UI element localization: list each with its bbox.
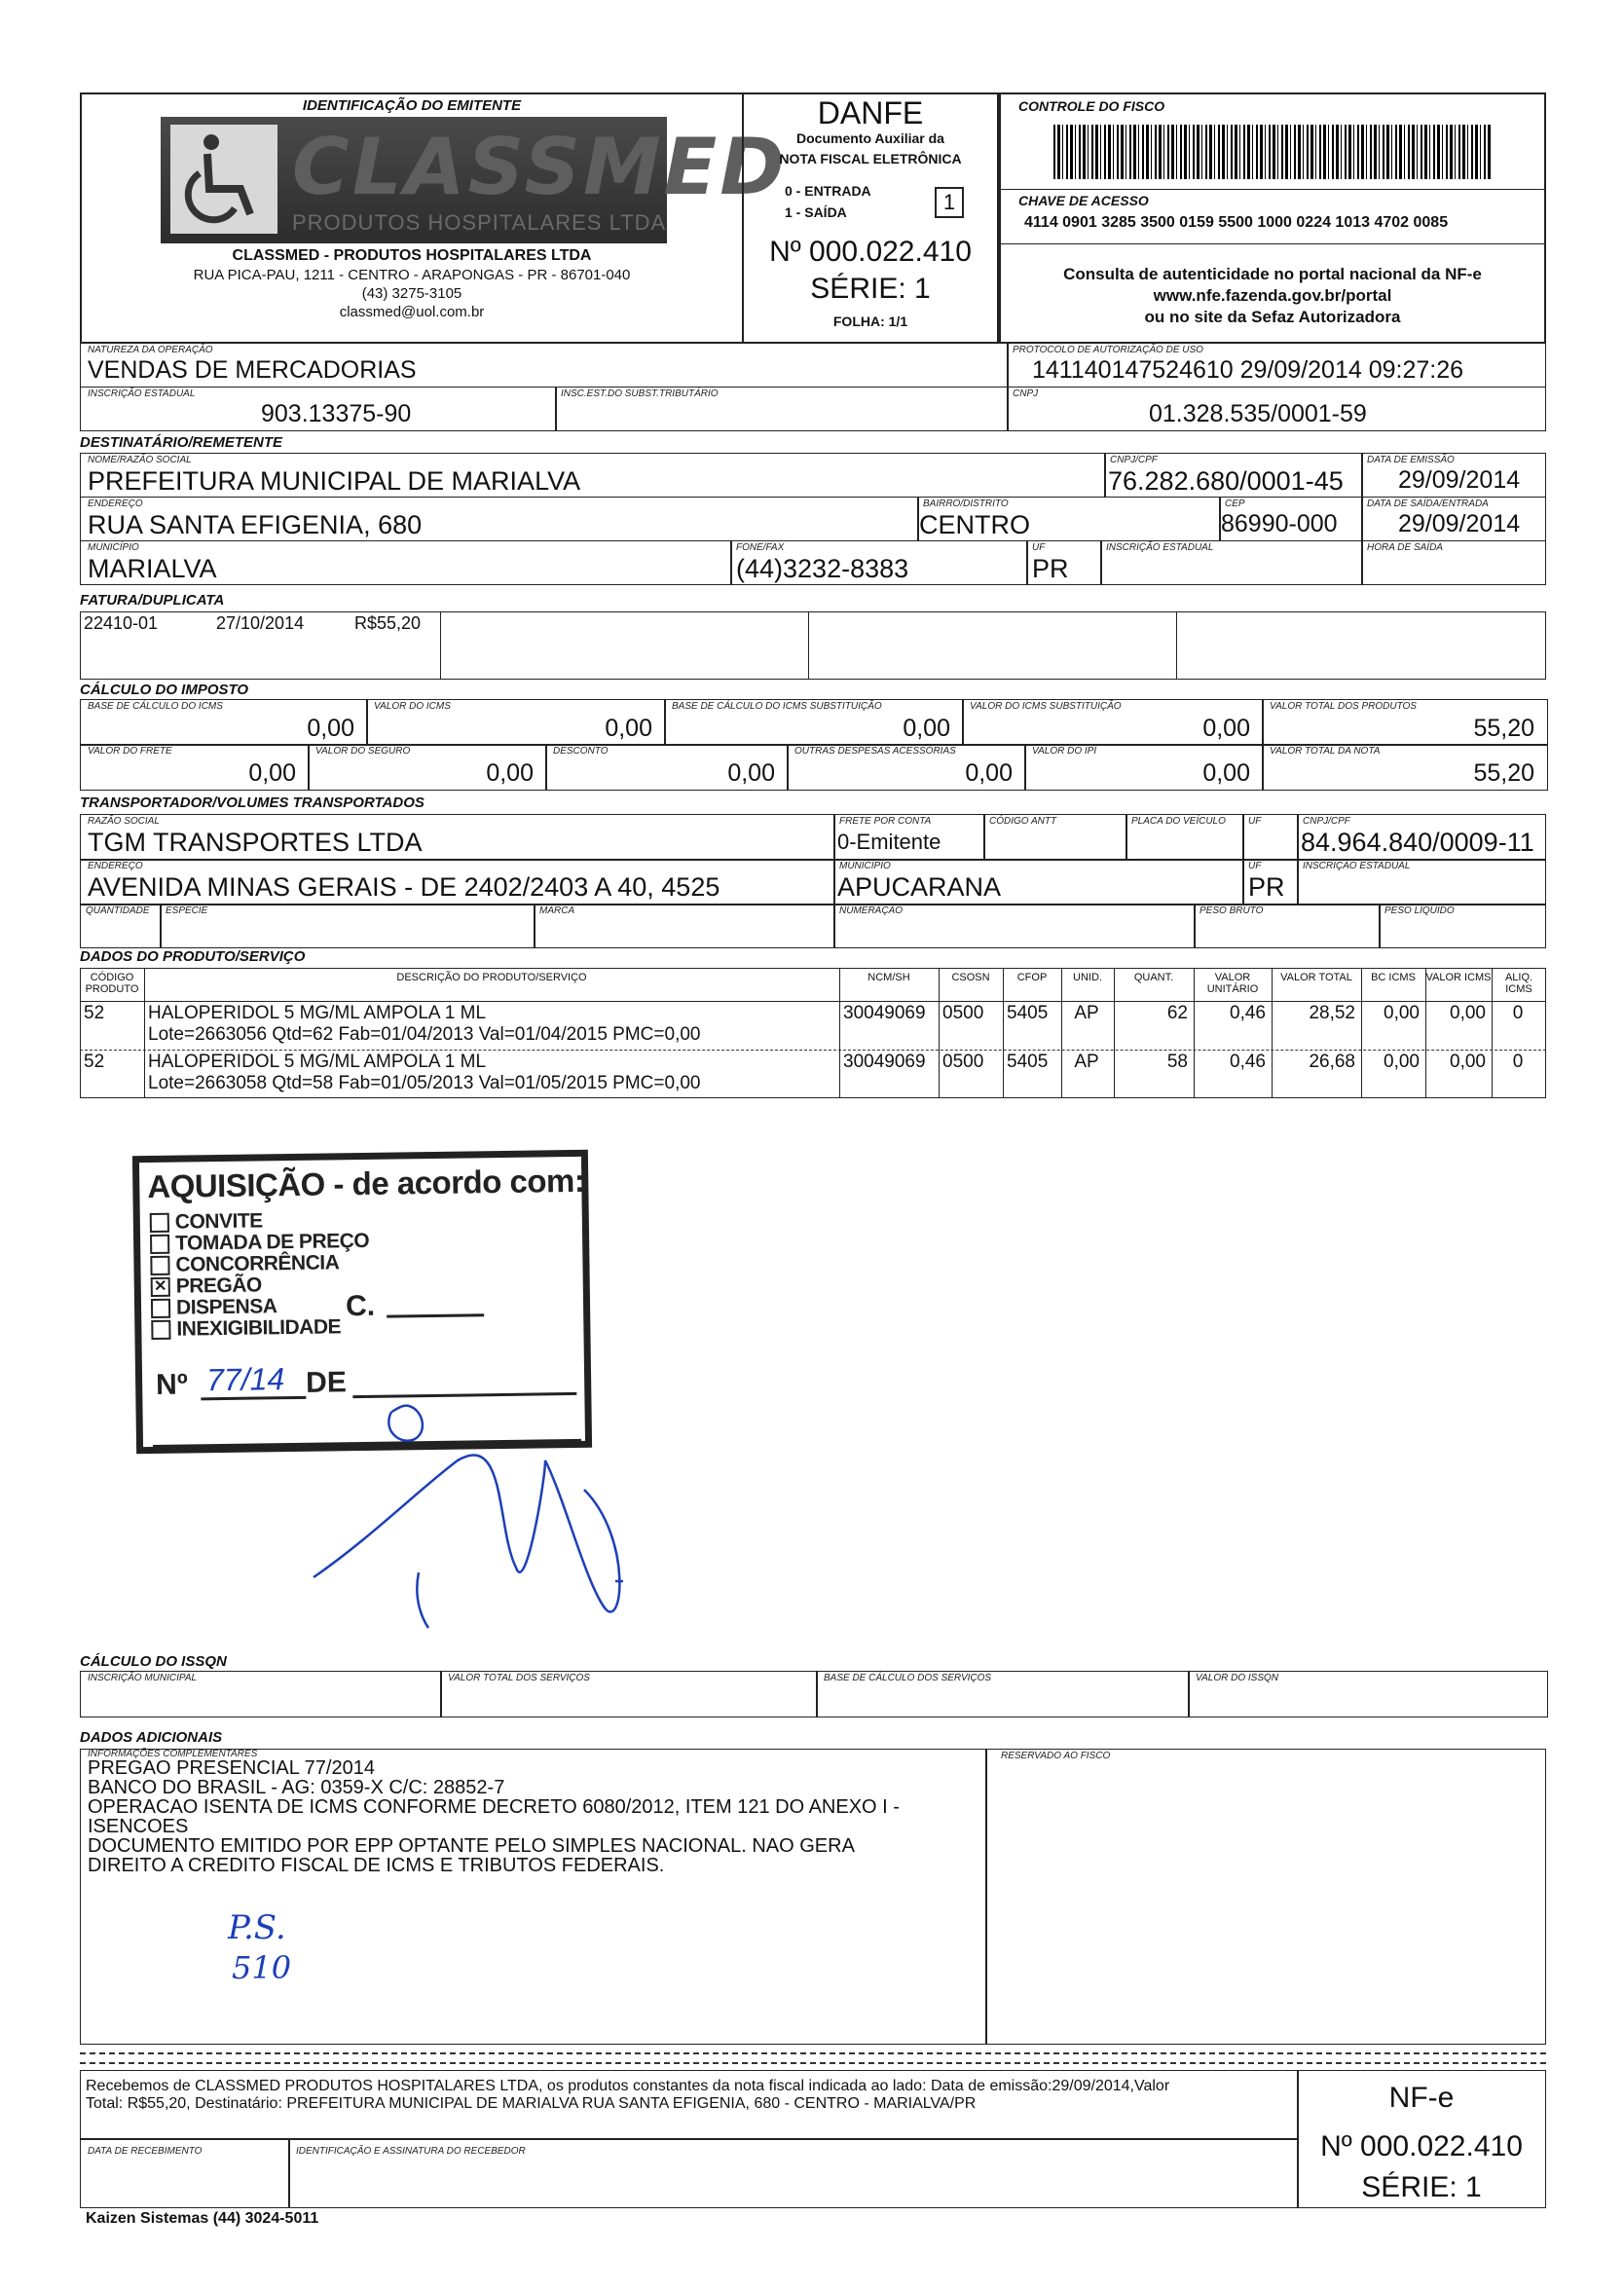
- imposto-value: 0,00: [307, 715, 354, 742]
- imposto-value: 0,00: [1202, 715, 1250, 742]
- info-lines: [88, 1758, 900, 1875]
- cut-line-2: [80, 2062, 1546, 2064]
- protocolo-label: PROTOCOLO DE AUTORIZAÇÃO DE USO: [1013, 345, 1203, 355]
- consulta-line-1: Consulta de autenticidade no portal nacional da NF-e: [1063, 265, 1482, 283]
- produtos-header: VALOR TOTAL: [1280, 972, 1352, 983]
- transp-uf2-label: UF: [1248, 861, 1262, 871]
- produtos-header: CÓDIGO PRODUTO: [85, 972, 139, 995]
- danfe-subtitle-1: Documento Auxiliar da: [796, 130, 944, 146]
- fatura-vencimento: 27/10/2014: [216, 613, 305, 633]
- danfe-serie: SÉRIE: 1: [810, 273, 931, 305]
- logo-subtext: PRODUTOS HOSPITALARES LTDA: [292, 210, 667, 235]
- produto-lote: Lote=2663058 Qtd=58 Fab=01/05/2013 Val=01/05/2015 PMC=0,00: [148, 1073, 701, 1093]
- produto-cfop: 5405: [1007, 1003, 1049, 1023]
- produto-quant: 62: [1166, 1003, 1188, 1023]
- transp-especie-label: ESPÉCIE: [166, 905, 208, 916]
- barcode: [1053, 125, 1492, 179]
- stamp-option-label: CONCORRÊNCIA: [175, 1251, 340, 1276]
- transp-frete-value: 0-Emitente: [837, 830, 941, 854]
- info-line: ISENCOES: [88, 1816, 189, 1837]
- dest-emissao-label: DATA DE EMISSÃO: [1367, 455, 1455, 465]
- produto-descricao: HALOPERIDOL 5 MG/ML AMPOLA 1 ML: [148, 1052, 487, 1072]
- produto-aliq: 0: [1512, 1052, 1524, 1072]
- danfe-tipo: 1: [935, 187, 964, 218]
- ie-label: INSCRIÇÃO ESTADUAL: [88, 388, 196, 399]
- imposto-label: BASE DE CÁLCULO DO ICMS: [88, 701, 223, 712]
- dest-saida-value: 29/09/2014: [1398, 510, 1521, 537]
- chave-divider: [999, 189, 1546, 190]
- info-line: OPERACAO ISENTA DE ICMS CONFORME DECRETO 6080/2012, ITEM 121 DO ANEXO I -: [88, 1796, 900, 1818]
- produtos-header: CFOP: [1016, 972, 1048, 983]
- produtos-header-line: [80, 1001, 1546, 1002]
- produtos-header: VALOR ICMS: [1425, 972, 1492, 983]
- imposto-label: VALOR DO ICMS: [374, 701, 451, 712]
- produto-vtotal: 26,68: [1309, 1052, 1355, 1072]
- aquisicao-stamp: [132, 1150, 592, 1455]
- stamp-c-line: [387, 1313, 484, 1317]
- imposto-label: VALOR DO SEGURO: [315, 746, 411, 757]
- handwritten-ps: P.S.: [228, 1908, 286, 1947]
- produtos-col-line: [1061, 968, 1062, 1098]
- imposto-value: 0,00: [965, 759, 1013, 787]
- logo-text: CLASSMED: [292, 122, 788, 212]
- checkbox-icon[interactable]: [150, 1256, 169, 1275]
- produto-vicms: 0,00: [1450, 1052, 1486, 1072]
- dest-bairro-label: BAIRRO/DISTRITO: [923, 499, 1009, 509]
- stamp-numero-prefix: Nº: [155, 1368, 189, 1401]
- checkbox-icon[interactable]: [151, 1320, 170, 1340]
- dest-hora-label: HORA DE SAÍDA: [1367, 542, 1443, 553]
- dest-endereco-value: RUA SANTA EFIGENIA, 680: [88, 510, 423, 539]
- produto-quant: 58: [1166, 1052, 1188, 1072]
- dest-uf-value: PR: [1032, 554, 1069, 583]
- cut-line-1: [80, 2052, 1546, 2054]
- issqn-label: BASE DE CÁLCULO DOS SERVIÇOS: [824, 1673, 992, 1683]
- fatura-div-1: [440, 611, 441, 680]
- stamp-de-label: DE: [305, 1366, 348, 1399]
- produtos-col-line: [1114, 968, 1115, 1098]
- consulta-divider: [999, 243, 1546, 244]
- stamp-option-label: PREGÃO: [175, 1274, 262, 1298]
- produtos-col-line: [1425, 968, 1426, 1098]
- imposto-value: 55,20: [1473, 759, 1534, 787]
- transp-marca-cell: [534, 904, 835, 948]
- produtos-col-line: [1361, 968, 1362, 1098]
- wheelchair-icon: [170, 125, 277, 234]
- produtos-header: UNID.: [1073, 972, 1102, 983]
- imposto-label: VALOR TOTAL DOS PRODUTOS: [1270, 701, 1417, 712]
- dest-fone-label: FONE/FAX: [736, 542, 785, 553]
- cnpj-value: 01.328.535/0001-59: [1149, 400, 1367, 427]
- info-line: PREGAO PRESENCIAL 77/2014: [88, 1757, 375, 1779]
- produtos-header: ALIQ. ICMS: [1504, 972, 1533, 995]
- stamp-option: [151, 1315, 341, 1342]
- consulta-line-2: www.nfe.fazenda.gov.br/portal: [1153, 286, 1392, 305]
- imposto-value: 55,20: [1473, 715, 1534, 742]
- reservado-fisco-label: RESERVADO AO FISCO: [1001, 1751, 1111, 1761]
- dest-cep-label: CEP: [1225, 499, 1245, 509]
- emitente-label: IDENTIFICAÇÃO DO EMITENTE: [302, 97, 522, 114]
- imposto-value: 0,00: [1202, 759, 1250, 787]
- imposto-value: 0,00: [605, 715, 652, 742]
- dest-municipio-value: MARIALVA: [88, 554, 217, 583]
- transp-liquido-label: PESO LÍQUIDO: [1384, 905, 1455, 916]
- canhoto-text-1: Recebemos de CLASSMED PRODUTOS HOSPITALARES LTDA, os produtos constantes da nota fiscal indicada ao lado: Data de emissão:29/09/2014,Valor: [86, 2078, 1170, 2094]
- produtos-row-divider: [80, 1050, 1546, 1051]
- produto-unid: AP: [1074, 1052, 1099, 1072]
- transp-placa-label: PLACA DO VEÍCULO: [1131, 816, 1226, 827]
- produtos-col-line: [939, 968, 940, 1098]
- dest-municipio-label: MUNICÍPIO: [88, 542, 139, 553]
- natureza-value: VENDAS DE MERCADORIAS: [88, 356, 417, 384]
- transp-endereco-label: ENDEREÇO: [88, 861, 143, 871]
- iest-label: INSC.EST.DO SUBST.TRIBUTÁRIO: [561, 388, 719, 399]
- adicionais-section: DADOS ADICIONAIS: [80, 1729, 223, 1746]
- destinatario-section: DESTINATÁRIO/REMETENTE: [80, 434, 283, 451]
- produtos-header: BC ICMS: [1371, 972, 1416, 983]
- transp-especie-cell: [160, 904, 535, 948]
- fatura-div-2: [808, 611, 809, 680]
- transp-bruto-label: PESO BRUTO: [1200, 905, 1264, 916]
- produto-vicms: 0,00: [1450, 1003, 1486, 1023]
- canhoto-data-label: DATA DE RECEBIMENTO: [88, 2146, 203, 2157]
- produto-ncm: 30049069: [843, 1003, 926, 1023]
- produtos-col-line: [839, 968, 840, 1098]
- stamp-numero-hand: 77/14: [205, 1361, 285, 1398]
- stamp-option-label: CONVITE: [174, 1209, 263, 1234]
- dest-cnpj-value: 76.282.680/0001-45: [1108, 466, 1344, 496]
- produtos-section: DADOS DO PRODUTO/SERVIÇO: [80, 948, 306, 965]
- transp-frete-label: FRETE POR CONTA: [839, 816, 932, 827]
- dest-bairro-value: CENTRO: [919, 510, 1030, 539]
- imposto-label: BASE DE CÁLCULO DO ICMS SUBSTITUIÇÃO: [672, 701, 882, 712]
- imposto-label: DESCONTO: [553, 746, 609, 757]
- canhoto-numero: Nº 000.022.410: [1320, 2130, 1523, 2162]
- stamp-bottom-line: [153, 1439, 581, 1448]
- stamp-numero-line: [201, 1396, 306, 1401]
- info-line: DOCUMENTO EMITIDO POR EPP OPTANTE PELO SIMPLES NACIONAL. NAO GERA: [88, 1835, 855, 1857]
- dest-endereco-label: ENDEREÇO: [88, 499, 143, 509]
- handwritten-510: 510: [232, 1949, 292, 1986]
- produto-ncm: 30049069: [843, 1052, 926, 1072]
- issqn-label: VALOR DO ISSQN: [1196, 1673, 1279, 1683]
- fatura-valor: R$55,20: [354, 613, 422, 633]
- chave-acesso: 4114 0901 3285 3500 0159 5500 1000 0224 1013 4702 0085: [1024, 214, 1449, 231]
- ie-value: 903.13375-90: [261, 400, 412, 427]
- chave-label: CHAVE DE ACESSO: [1018, 193, 1149, 208]
- cnpj-label: CNPJ: [1013, 388, 1039, 399]
- info-line: DIREITO A CREDITO FISCAL DE ICMS E TRIBUTOS FEDERAIS.: [88, 1855, 665, 1876]
- imposto-label: OUTRAS DESPESAS ACESSÓRIAS: [794, 746, 956, 757]
- emitente-email: classmed@uol.com.br: [339, 304, 485, 320]
- produtos-col-line: [1003, 968, 1004, 1098]
- stamp-option-label: TOMADA DE PREÇO: [174, 1229, 370, 1255]
- imposto-value: 0,00: [903, 715, 950, 742]
- checkbox-icon[interactable]: [150, 1235, 169, 1254]
- canhoto-nfe: NF-e: [1388, 2082, 1455, 2114]
- produto-bc: 0,00: [1384, 1003, 1420, 1023]
- produtos-header: QUANT.: [1133, 972, 1174, 983]
- transp-uf2-value: PR: [1248, 872, 1285, 902]
- imposto-label: VALOR DO IPI: [1032, 746, 1097, 757]
- issqn-section: CÁLCULO DO ISSQN: [80, 1653, 227, 1670]
- danfe-entrada: 0 - ENTRADA: [785, 183, 871, 199]
- info-line: BANCO DO BRASIL - AG: 0359-X C/C: 28852-7: [88, 1777, 505, 1798]
- produto-aliq: 0: [1512, 1003, 1524, 1023]
- produto-lote: Lote=2663056 Qtd=62 Fab=01/04/2013 Val=01/04/2015 PMC=0,00: [148, 1024, 701, 1045]
- danfe-numero: Nº 000.022.410: [769, 236, 972, 268]
- danfe-saida: 1 - SAÍDA: [785, 204, 847, 220]
- dest-saida-label: DATA DE SAÍDA/ENTRADA: [1367, 499, 1489, 509]
- dest-ie-label: INSCRIÇÃO ESTADUAL: [1106, 542, 1214, 553]
- controle-label: CONTROLE DO FISCO: [1018, 98, 1165, 114]
- emitente-address: RUA PICA-PAU, 1211 - CENTRO - ARAPONGAS - PR - 86701-040: [193, 267, 631, 283]
- dest-fone-value: (44)3232-8383: [736, 554, 909, 583]
- reservado-fisco-cell: [985, 1749, 1546, 2045]
- produtos-col-line: [144, 968, 145, 1098]
- transp-municipio-label: MUNICÍPIO: [839, 861, 891, 871]
- imposto-label: VALOR DO ICMS SUBSTITUIÇÃO: [970, 701, 1122, 712]
- imposto-value: 0,00: [727, 759, 775, 787]
- checkbox-icon[interactable]: [151, 1299, 170, 1318]
- imposto-value: 0,00: [486, 759, 534, 787]
- produto-vtotal: 28,52: [1309, 1003, 1355, 1023]
- company-logo: [161, 117, 788, 243]
- protocolo-value: 141140147524610 29/09/2014 09:27:26: [1032, 356, 1464, 384]
- imposto-section: CÁLCULO DO IMPOSTO: [80, 682, 249, 698]
- produtos-header: NCM/SH: [867, 972, 910, 983]
- produto-descricao: HALOPERIDOL 5 MG/ML AMPOLA 1 ML: [148, 1003, 487, 1023]
- produto-csosn: 0500: [942, 1003, 984, 1023]
- stamp-option-label: DISPENSA: [175, 1295, 277, 1319]
- transp-razao-value: TGM TRANSPORTES LTDA: [88, 828, 423, 857]
- produto-cfop: 5405: [1007, 1052, 1049, 1072]
- fatura-numero: 22410-01: [84, 613, 159, 633]
- dest-emissao-value: 29/09/2014: [1398, 466, 1521, 494]
- canhoto-ident-label: IDENTIFICAÇÃO E ASSINATURA DO RECEBEDOR: [296, 2146, 526, 2157]
- emitente-name: CLASSMED - PRODUTOS HOSPITALARES LTDA: [232, 247, 592, 264]
- transp-endereco-value: AVENIDA MINAS GERAIS - DE 2402/2403 A 40, 4525: [88, 872, 720, 902]
- transp-qtd-label: QUANTIDADE: [86, 905, 150, 916]
- transp-uf-label: UF: [1248, 816, 1262, 827]
- issqn-label: INSCRIÇÃO MUNICIPAL: [88, 1673, 198, 1683]
- produtos-header: VALOR UNITÁRIO: [1206, 972, 1259, 995]
- checkbox-icon[interactable]: ✕: [151, 1277, 170, 1297]
- danfe-folha: FOLHA: 1/1: [832, 314, 908, 329]
- danfe-title: DANFE: [817, 95, 924, 130]
- dest-uf-label: UF: [1032, 542, 1046, 553]
- produto-codigo: 52: [84, 1052, 105, 1072]
- imposto-label: VALOR DO FRETE: [88, 746, 172, 757]
- issqn-label: VALOR TOTAL DOS SERVIÇOS: [448, 1673, 590, 1683]
- transp-marca-label: MARCA: [539, 905, 575, 916]
- fatura-div-3: [1176, 611, 1177, 680]
- transp-antt-label: CÓDIGO ANTT: [989, 816, 1057, 827]
- info-complementares-label: INFORMAÇÕES COMPLEMENTARES: [88, 1749, 258, 1759]
- fatura-section: FATURA/DUPLICATA: [80, 592, 225, 609]
- produto-vunit: 0,46: [1230, 1003, 1266, 1023]
- transp-numeracao-label: NUMERAÇÃO: [839, 905, 904, 916]
- footer-text: Kaizen Sistemas (44) 3024-5011: [86, 2210, 319, 2227]
- consulta-line-3: ou no site da Sefaz Autorizadora: [1144, 308, 1401, 326]
- dest-nome-label: NOME/RAZÃO SOCIAL: [88, 455, 192, 465]
- stamp-de-line: [352, 1392, 576, 1398]
- transp-ie-label: INSCRIÇÃO ESTADUAL: [1303, 861, 1411, 871]
- stamp-title: AQUISIÇÃO - de acordo com:: [147, 1162, 585, 1205]
- produto-codigo: 52: [84, 1003, 105, 1023]
- emitente-phone: (43) 3275-3105: [361, 285, 462, 302]
- produto-bc: 0,00: [1384, 1052, 1420, 1072]
- produto-unid: AP: [1074, 1003, 1099, 1023]
- natureza-label: NATUREZA DA OPERAÇÃO: [88, 345, 213, 355]
- produtos-col-line: [1272, 968, 1273, 1098]
- transp-cnpj-label: CNPJ/CPF: [1303, 816, 1350, 827]
- canhoto-text-2: Total: R$55,20, Destinatário: PREFEITURA MUNICIPAL DE MARIALVA RUA SANTA EFIGENIA, 680 - CENTRO - MARIALVA/PR: [86, 2095, 977, 2112]
- transp-municipio-value: APUCARANA: [837, 872, 1002, 902]
- produtos-header: CSOSN: [951, 972, 990, 983]
- dest-cep-value: 86990-000: [1221, 510, 1338, 537]
- imposto-value: 0,00: [248, 759, 296, 787]
- produto-csosn: 0500: [942, 1052, 984, 1072]
- stamp-c-label: C.: [345, 1289, 376, 1323]
- imposto-label: VALOR TOTAL DA NOTA: [1270, 746, 1381, 757]
- transp-razao-label: RAZÃO SOCIAL: [88, 816, 160, 827]
- dest-cnpj-label: CNPJ/CPF: [1110, 455, 1158, 465]
- transportador-section: TRANSPORTADOR/VOLUMES TRANSPORTADOS: [80, 794, 424, 811]
- produtos-header: DESCRIÇÃO DO PRODUTO/SERVIÇO: [396, 972, 587, 983]
- transp-cnpj-value: 84.964.840/0009-11: [1301, 828, 1534, 857]
- produto-vunit: 0,46: [1230, 1052, 1266, 1072]
- dest-nome-value: PREFEITURA MUNICIPAL DE MARIALVA: [88, 466, 581, 496]
- stamp-option-label: INEXIGIBILIDADE: [176, 1315, 342, 1341]
- danfe-subtitle-2: NOTA FISCAL ELETRÔNICA: [779, 151, 962, 166]
- checkbox-icon[interactable]: [150, 1213, 169, 1233]
- canhoto-serie: SÉRIE: 1: [1361, 2171, 1482, 2203]
